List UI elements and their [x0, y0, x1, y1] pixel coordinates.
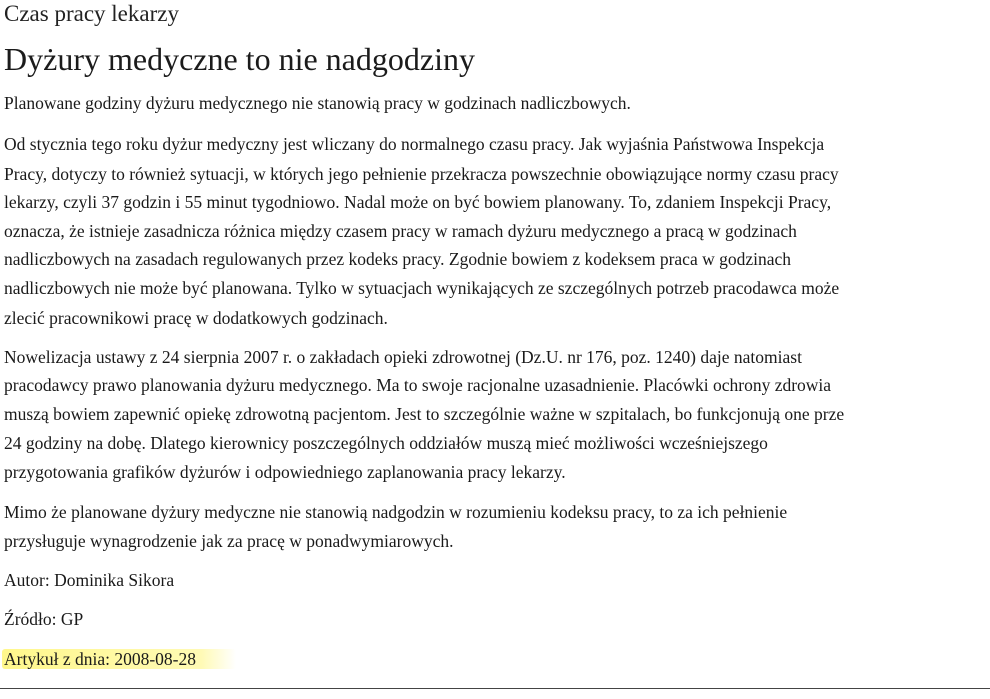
paragraph-2-line: Nowelizacja ustawy z 24 sierpnia 2007 r. o zakładach opieki zdrowotnej (Dz.U. nr 176, poz. 1240) daje natomiast [4, 347, 802, 367]
paragraph-1-line: zlecić pracownikowi pracę w dodatkowych godzinach. [4, 308, 388, 328]
paragraph-3-line: Mimo że planowane dyżury medyczne nie stanowią nadgodzin w rozumieniu kodeksu pracy, to za ich pełnienie [4, 502, 788, 522]
paragraph-2-line: 24 godziny na dobę. Dlatego kierownicy poszczególnych oddziałów muszą mieć możliwości wcześniejszego [4, 433, 768, 453]
paragraph-2-line: muszą bowiem zapewnić opiekę zdrowotną pacjentom. Jest to szczególnie ważne w szpitalach, bo funkcjonują one prze [4, 404, 845, 424]
article-author: Autor: Dominika Sikora [4, 570, 175, 590]
article-headline: Dyżury medyczne to nie nadgodziny [4, 41, 475, 77]
article-lead: Planowane godziny dyżuru medycznego nie stanowią pracy w godzinach nadliczbowych. [4, 93, 631, 113]
highlighted-date: Artykuł z dnia: 2008-08-28 [2, 649, 236, 669]
paragraph-1-line: oznacza, że istnieje zasadnicza różnica między czasem pracy w ramach dyżuru medycznego a pracą w godzinach [4, 221, 797, 241]
paragraph-1-line: Pracy, dotyczy to również sytuacji, w których jego pełnienie przekracza powszechnie obowiązujące normy czasu pracy [4, 164, 839, 184]
paragraph-1-line: Od stycznia tego roku dyżur medyczny jest wliczany do normalnego czasu pracy. Jak wyjaśnia Państwowa Inspekcja [4, 134, 825, 154]
article-category: Czas pracy lekarzy [4, 1, 179, 26]
article-date [4, 648, 236, 670]
paragraph-3-line: przysługuje wynagrodzenie jak za pracę w ponadwymiarowych. [4, 531, 454, 551]
paragraph-1-line: nadliczbowych nie może być planowana. Tylko w sytuacjach wynikających ze szczególnych potrzeb pracodawca może [4, 278, 840, 298]
paragraph-2-line: pracodawcy prawo planowania dyżuru medycznego. Ma to swoje racjonalne uzasadnienie. Placówki ochrony zdrowia [4, 375, 832, 395]
paragraph-1-line: lekarzy, czyli 37 godzin i 55 minut tygodniowo. Nadal może on być bowiem planowany. To, zdaniem Inspekcji Pracy, [4, 192, 832, 212]
paragraph-1-line: nadliczbowych na zasadach regulowanych przez kodeks pracy. Zgodnie bowiem z kodeksem praca w godzinach [4, 249, 792, 269]
paragraph-2-line: przygotowania grafików dyżurów i odpowiedniego zaplanowania pracy lekarzy. [4, 462, 566, 482]
article-page [4, 0, 990, 699]
bottom-divider [0, 688, 990, 689]
article-source: Źródło: GP [4, 609, 84, 629]
